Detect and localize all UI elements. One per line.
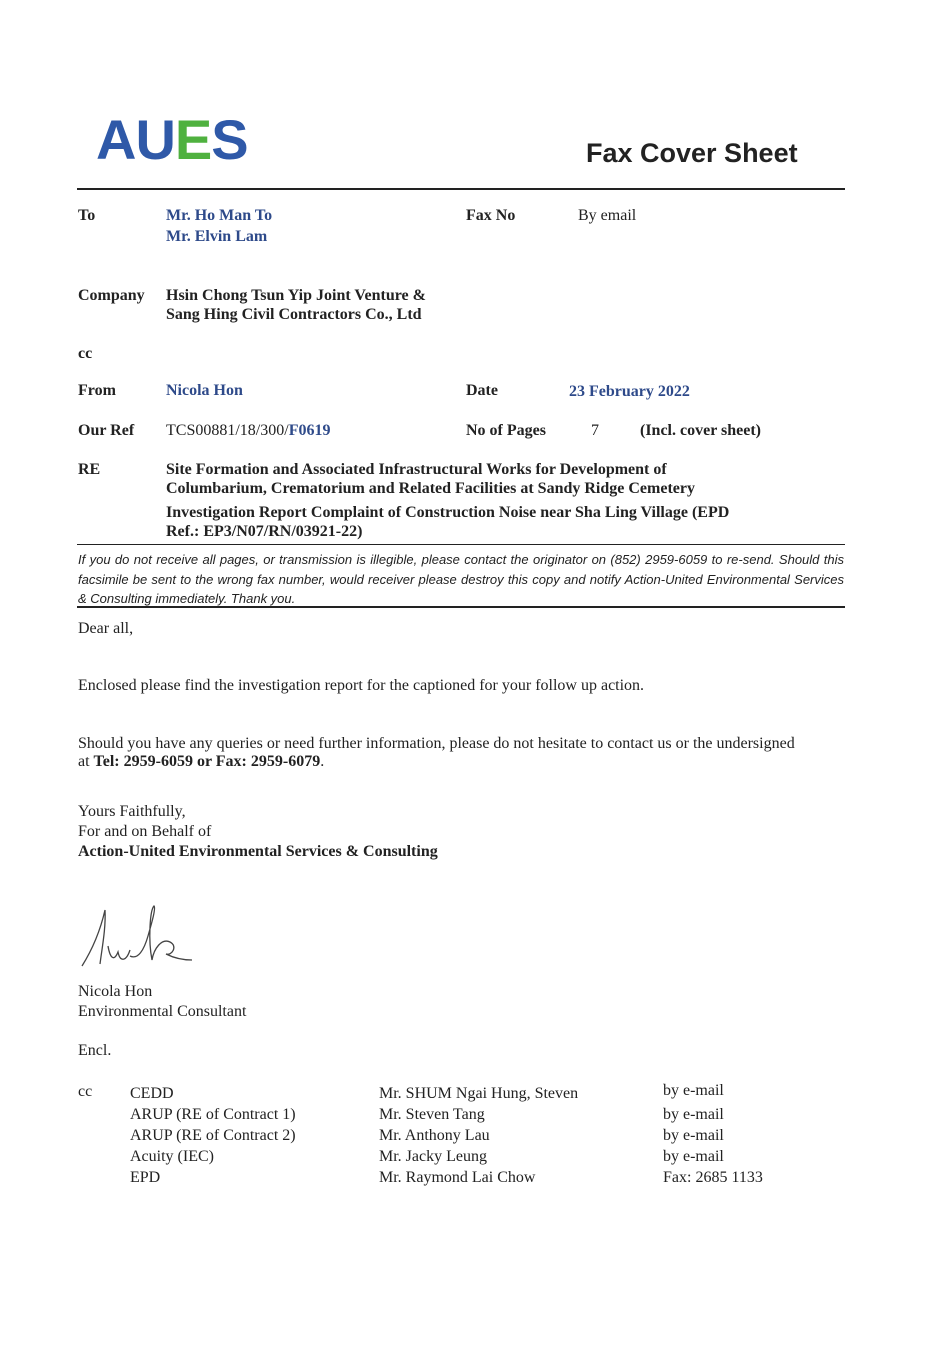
paragraph-2-line-1: Should you have any queries or need further information, please do not hesitate to contact us or the undersigned bbox=[78, 735, 795, 752]
from-label: From bbox=[78, 382, 116, 399]
company-line: Sang Hing Civil Contractors Co., Ltd bbox=[166, 306, 422, 323]
logo-letter: U bbox=[135, 108, 175, 171]
disclaimer-bottom-divider bbox=[77, 606, 845, 608]
disclaimer-top-divider bbox=[77, 544, 845, 545]
page-title: Fax Cover Sheet bbox=[586, 138, 798, 168]
cc-org: ARUP (RE of Contract 1) bbox=[130, 1106, 296, 1123]
logo-letter: E bbox=[174, 108, 212, 171]
re-line: Investigation Report Complaint of Construction Noise near Sha Ling Village (EPD bbox=[166, 504, 730, 521]
ref-value bbox=[166, 422, 330, 440]
logo-letter: S bbox=[211, 108, 248, 171]
cc-person: Mr. Jacky Leung bbox=[379, 1148, 487, 1165]
closing-line: For and on Behalf of bbox=[78, 823, 212, 840]
date-label: Date bbox=[466, 382, 498, 399]
fax-value: By email bbox=[578, 207, 637, 224]
cc-org: ARUP (RE of Contract 2) bbox=[130, 1127, 296, 1144]
company-label: Company bbox=[78, 287, 145, 304]
contact-numbers: Tel: 2959-6059 or Fax: 2959-6079 bbox=[93, 753, 321, 770]
cc-person: Mr. Anthony Lau bbox=[379, 1127, 490, 1144]
ref-label: Our Ref bbox=[78, 422, 135, 439]
cc-list-label: cc bbox=[78, 1083, 93, 1100]
cc-via: by e-mail bbox=[663, 1082, 724, 1099]
cc-via: by e-mail bbox=[663, 1127, 724, 1144]
pages-value: 7 bbox=[591, 422, 599, 439]
re-line: Columbarium, Crematorium and Related Facilities at Sandy Ridge Cemetery bbox=[166, 480, 695, 497]
header-divider bbox=[77, 188, 845, 190]
cc-label: cc bbox=[78, 345, 93, 362]
ref-prefix: TCS00881/18/300/ bbox=[166, 422, 289, 439]
cc-via: by e-mail bbox=[663, 1106, 724, 1123]
fax-label: Fax No bbox=[466, 207, 516, 224]
cc-person: Mr. SHUM Ngai Hung, Steven bbox=[379, 1085, 579, 1102]
pages-label: No of Pages bbox=[466, 422, 546, 439]
paragraph-2-line-2 bbox=[78, 753, 324, 771]
cc-org: EPD bbox=[130, 1169, 161, 1186]
paragraph-1: Enclosed please find the investigation report for the captioned for your follow up action. bbox=[78, 677, 645, 694]
re-line: Ref.: EP3/N07/RN/03921-22) bbox=[166, 523, 363, 540]
signer-name: Nicola Hon bbox=[78, 983, 153, 1000]
re-line: Site Formation and Associated Infrastructural Works for Development of bbox=[166, 461, 667, 478]
para2-end: . bbox=[320, 753, 325, 770]
closing-line: Yours Faithfully, bbox=[78, 803, 186, 820]
date-value: 23 February 2022 bbox=[569, 383, 690, 400]
greeting: Dear all, bbox=[78, 620, 134, 637]
cc-via: Fax: 2685 1133 bbox=[663, 1169, 763, 1186]
ref-suffix: F0619 bbox=[288, 422, 331, 439]
to-recipient: Mr. Ho Man To bbox=[166, 207, 273, 224]
logo-letter: A bbox=[96, 108, 136, 171]
from-value: Nicola Hon bbox=[166, 382, 243, 399]
cc-via: by e-mail bbox=[663, 1148, 724, 1165]
cc-org: Acuity (IEC) bbox=[130, 1148, 214, 1165]
pages-note: (Incl. cover sheet) bbox=[640, 422, 761, 439]
to-label: To bbox=[78, 207, 96, 224]
signer-title: Environmental Consultant bbox=[78, 1003, 247, 1020]
disclaimer-text: If you do not receive all pages, or transmission is illegible, please contact the originator on (852) 2959-6059 to re-send. Should this facsimile be sent to the wrong fax number, would receiver please destroy this copy and notify Action-United Environmental Services & Consulting immediately. Thank you. bbox=[78, 552, 844, 606]
cc-person: Mr. Steven Tang bbox=[379, 1106, 485, 1123]
signature-image bbox=[78, 900, 208, 975]
aues-logo bbox=[96, 108, 248, 171]
company-line: Hsin Chong Tsun Yip Joint Venture & bbox=[166, 287, 426, 304]
signing-company: Action-United Environmental Services & Consulting bbox=[78, 843, 438, 860]
to-recipient: Mr. Elvin Lam bbox=[166, 228, 268, 245]
re-label: RE bbox=[78, 461, 101, 478]
para2-at: at bbox=[78, 753, 94, 770]
cc-person: Mr. Raymond Lai Chow bbox=[379, 1169, 536, 1186]
enclosure-label: Encl. bbox=[78, 1042, 112, 1059]
cc-org: CEDD bbox=[130, 1085, 174, 1102]
